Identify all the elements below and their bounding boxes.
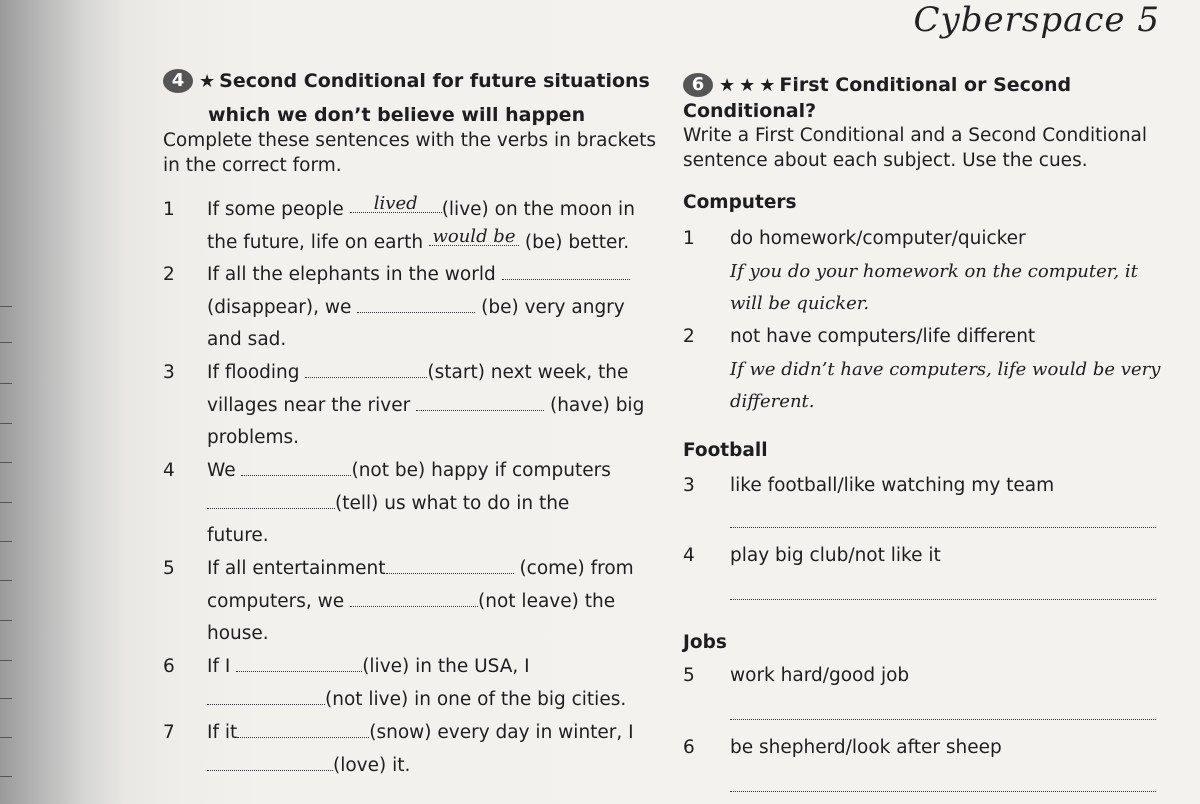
workbook-page: Cyberspace 5 4 ★ Second Conditional for future situations which we don’t believe will happen Complete these sentences with the verbs in brackets in the correct form. 1 If some people lived (live) on the moon in the future, life on earth would be (be) better. 2 If all the elephants in the world (disappear), we (be) very angry and sad. 3 If flooding (start) next week, the villages near the river (have) big problems. 4 We (not be) happy if computers (tell) us what to do in the future. 5 If all entertainment (come) from computers, we (not leave) the house. 6 If I (live) in the USA, I (not live) in one of the big cities. 7 If it (snow) every day in winter, I (love) it. 6 ★ ★ ★ First Conditional or Second Conditional? Write a First Conditional and a Second Conditional sentence about each subject. Use the cues. Computers 1 do homework/computer/quicker If you do your homework on the computer, it will be quicker. 2 not have computers/life different If we didn’t have computers, life would be very different. Football 3 like football/like watching my team 4 play big club/not like it Jobs 5 work hard/good job 6 be shepherd/look after sheep — [0, 0, 1200, 804]
exercise-6-title-line1: First Conditional or Second — [779, 74, 1072, 96]
exercise-4-number: 4 — [163, 69, 193, 93]
section-computers: Computers — [683, 192, 797, 213]
answer-blank[interactable] — [207, 686, 325, 705]
answer-line[interactable] — [730, 598, 1156, 600]
answer-blank[interactable] — [237, 719, 369, 738]
exercise-6-instructions: Write a First Conditional and a Second Conditional sentence about each subject. Use the cues. — [683, 125, 1148, 171]
answer-blank[interactable]: would be — [429, 227, 519, 246]
unit-header — [914, 0, 1160, 40]
exercise-4-heading — [163, 66, 650, 97]
answer-blank[interactable] — [241, 457, 351, 476]
section-jobs: Jobs — [683, 632, 727, 653]
answer-blank[interactable]: lived — [350, 194, 442, 213]
answer-blank[interactable] — [207, 490, 335, 509]
section-football: Football — [683, 440, 768, 461]
answer-blank[interactable] — [502, 261, 630, 280]
star-icon: ★ — [739, 75, 756, 96]
answer-blank[interactable] — [305, 359, 427, 378]
exercise-4-title-line2: which we don’t believe will happen — [208, 104, 586, 126]
star-icon: ★ — [199, 71, 216, 92]
answer-blank[interactable] — [416, 392, 544, 411]
gutter-marks — [0, 0, 18, 804]
star-icon: ★ — [759, 75, 776, 96]
answer-blank[interactable] — [236, 653, 362, 672]
answer-line[interactable] — [730, 526, 1156, 528]
star-icon: ★ — [719, 75, 736, 96]
answer-blank[interactable] — [357, 294, 475, 313]
exercise-4-instructions: Complete these sentences with the verbs in brackets in the correct form. — [163, 130, 656, 176]
answer-line[interactable] — [730, 790, 1156, 792]
unit-title: Cyberspace — [913, 0, 1126, 40]
exercise-6-number: 6 — [683, 73, 713, 97]
answer-blank[interactable] — [386, 555, 514, 574]
answer-blank[interactable] — [350, 588, 478, 607]
answer-line[interactable] — [730, 718, 1156, 720]
exercise-6-title-line2: Conditional? — [683, 100, 817, 122]
exercise-4-title-line1: Second Conditional for future situations — [219, 70, 650, 92]
unit-number: 5 — [1137, 0, 1160, 40]
answer-blank[interactable] — [207, 752, 333, 771]
